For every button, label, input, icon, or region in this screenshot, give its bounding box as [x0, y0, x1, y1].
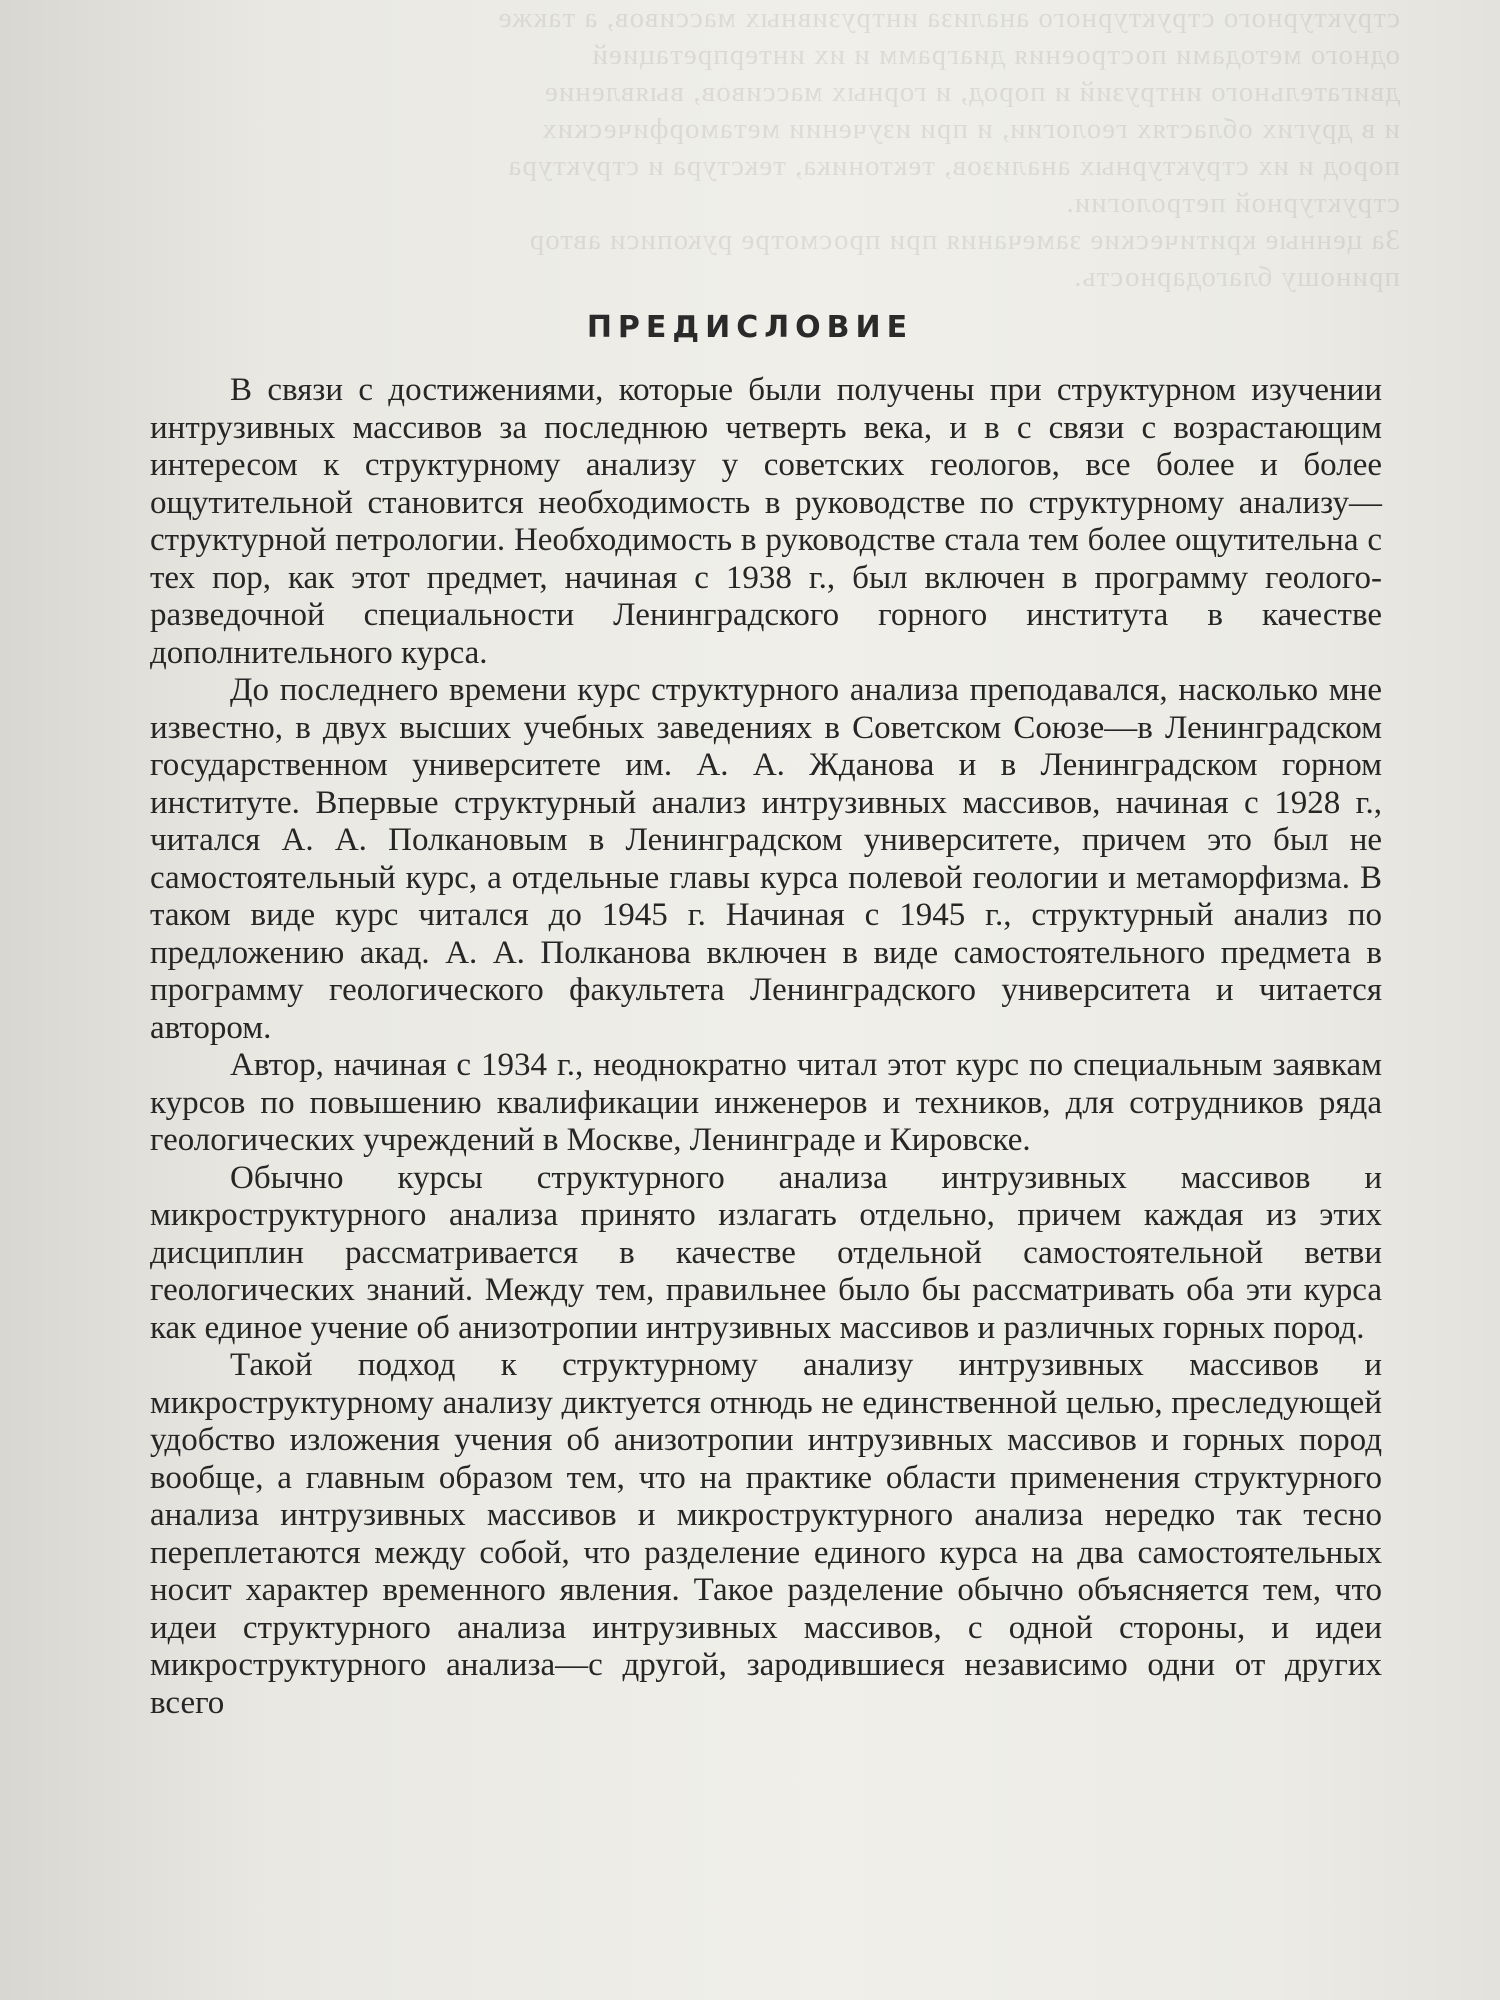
bleed-line: приношу благодарность. [1073, 261, 1400, 293]
bleed-line: структурной петрологии. [1065, 187, 1400, 219]
paragraph: Обычно курсы структурного анализа интрузивных массивов и микроструктурного анализа принято излагать отдельно, причем каждая из этих дисциплин рассматривается в качестве отдельной самостоятельной ветви геологических знаний. Между тем, правильнее было бы рассматривать оба эти курса как единое учение об анизотропии интрузивных массивов и различных горных пород. [150, 1159, 1382, 1346]
body-text [150, 372, 1382, 1722]
paragraph: До последнего времени курс структурного анализа преподавался, насколько мне известно, в двух высших учебных заведениях в Советском Союзе—в Ленинградском государственном университете им. А. А. Жданова и в Ленинградском горном институте. Впервые структурный анализ интрузивных массивов, начиная с 1928 г., читался А. А. Полкановым в Ленинградском университете, причем это был не самостоятельный курс, а отдельные главы курса полевой геологии и метаморфизма. В таком виде курс читался до 1945 г. Начиная с 1945 г., структурный анализ по предложению акад. А. А. Полканова включен в виде самостоятельного предмета в программу геологического факультета Ленинградского университета и читается автором. [150, 672, 1382, 1046]
paragraph: Автор, начиная с 1934 г., неоднократно читал этот курс по специальным заявкам курсов по повышению квалификации инженеров и техников, для сотрудников ряда геологических учреждений в Москве, Ленинграде и Кировске. [150, 1047, 1382, 1158]
bleed-line: одного методами построения диаграмм и их интерпретацией [591, 39, 1400, 71]
paragraph: В связи с достижениями, которые были получены при структурном изучении интрузивных массивов за последнюю четверть века, и в с связи с возрастающим интересом к структурному анализу у советских геологов, все более и более ощутительной становится необходимость в руководстве по структурному анализу—структурной петрологии. Необходимость в руководстве стала тем более ощутительна с тех пор, как этот предмет, начиная с 1938 г., был включен в программу геолого-разведочной специальности Ленинградского горного института в качестве дополнительного курса. [150, 372, 1382, 671]
paragraph: Такой подход к структурному анализу интрузивных массивов и микроструктурному анализу диктуется отнюдь не единственной целью, преследующей удобство изложения учения об анизотропии интрузивных массивов и горных пород вообще, а главным образом тем, что на практике области применения структурного анализа интрузивных массивов и микроструктурного анализа нередко так тесно переплетаются между собой, что разделение единого курса на два самостоятельных носит характер временного явления. Такое разделение обычно объясняется тем, что идеи структурного анализа интрузивных массивов, с одной стороны, и идеи микроструктурного анализа—с другой, зародившиеся независимо одни от других всего [150, 1347, 1382, 1721]
page-heading: ПРЕДИСЛОВИЕ [586, 310, 914, 346]
bleed-line: двигательного интрузий и пород, и горных массивов, выявление [543, 76, 1400, 108]
bleed-line: За ценные критические замечания при просмотре рукописи автор [528, 224, 1400, 256]
bleed-line: структурного структурного анализа интрузивных массивов, а также [497, 2, 1400, 34]
bleed-through-text [100, 0, 1400, 300]
bleed-line: и в других областях геологии, и при изучении метаморфических [541, 113, 1400, 145]
bleed-line: пород и их структурных анализов, тектоника, текстура и структура [507, 150, 1400, 182]
